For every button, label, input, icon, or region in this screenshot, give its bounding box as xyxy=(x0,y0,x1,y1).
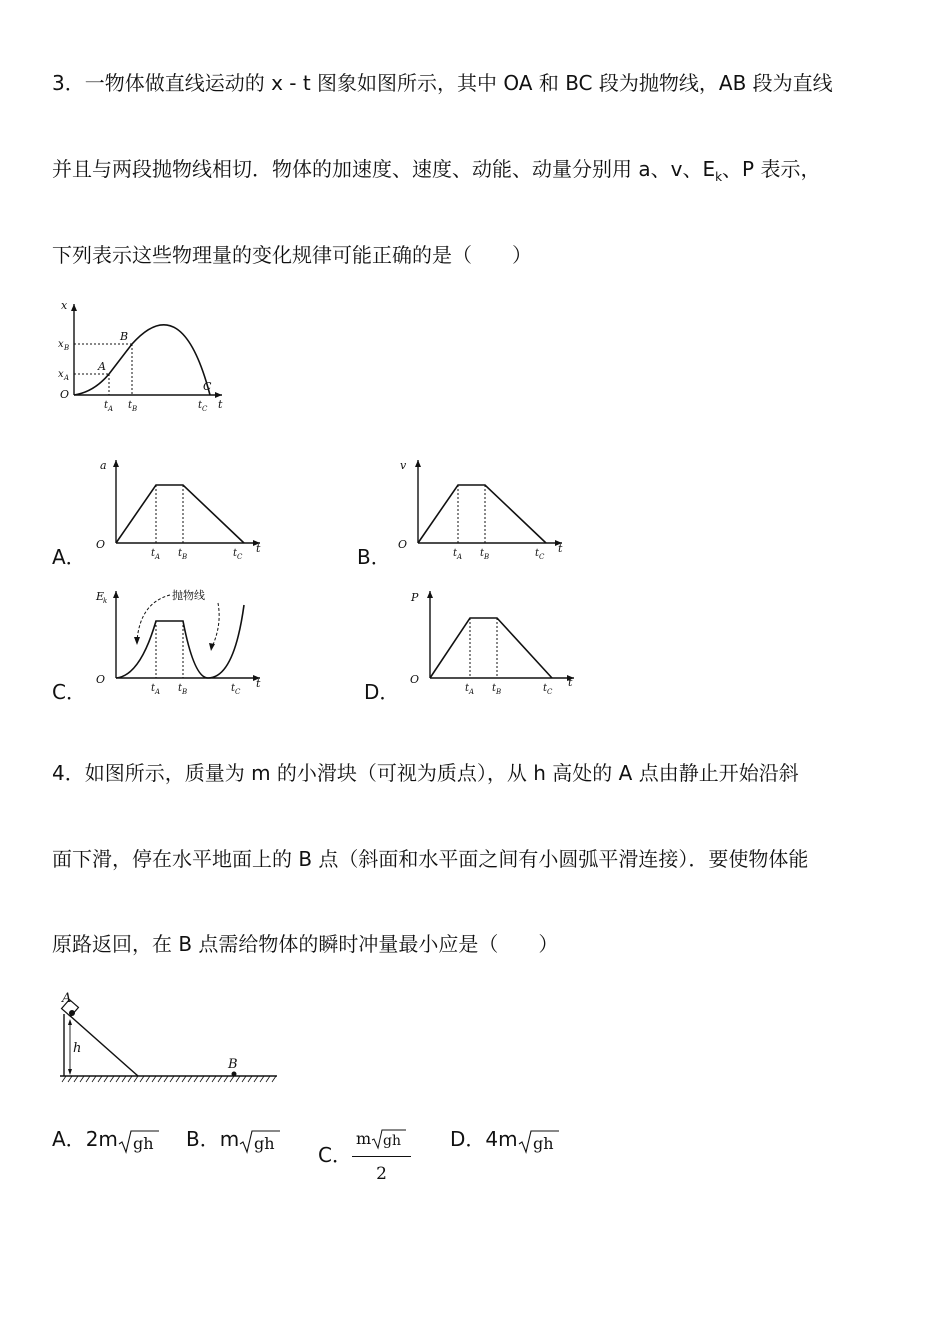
option-d-graph xyxy=(404,585,584,695)
option-d-label[interactable]: D． xyxy=(364,680,400,704)
main-ytick-xa: x xyxy=(58,369,64,380)
option-c-tick-ta-sub: A xyxy=(155,688,161,696)
option-a-tick-ta-sub: A xyxy=(155,553,161,561)
option-b-graph xyxy=(392,452,572,562)
answer-d-sqrt-icon xyxy=(518,1126,560,1156)
main-xtick-ta-sub: A xyxy=(108,405,114,413)
option-b-tick-tb-sub: B xyxy=(484,553,490,561)
incline-height-label: h xyxy=(73,1041,82,1056)
answer-c-fraction xyxy=(352,1124,411,1189)
option-c-annotation: 抛物线 xyxy=(172,589,205,602)
answer-a-radicand: gh xyxy=(132,1134,154,1153)
q3-line2-sub: k xyxy=(715,170,723,184)
option-a-tick-tc: t xyxy=(233,548,238,559)
option-d-tick-tb: t xyxy=(492,683,497,694)
q3-line2-post: 、P 表示， xyxy=(722,157,821,181)
option-b-tick-tc: t xyxy=(535,548,540,559)
option-a-tick-tc-sub: C xyxy=(237,553,243,561)
answer-c[interactable] xyxy=(318,1124,411,1189)
option-a-x-label: t xyxy=(256,542,261,555)
main-point-a: A xyxy=(98,360,106,373)
main-x-label: t xyxy=(218,398,223,411)
q4-incline-figure xyxy=(52,988,282,1088)
answer-c-label: C． xyxy=(318,1143,352,1167)
answer-d-label: D． xyxy=(450,1127,486,1151)
main-ytick-xb-sub: B xyxy=(64,344,70,352)
option-a-origin: O xyxy=(96,538,106,551)
option-b-tick-ta: t xyxy=(453,548,458,559)
option-c-y-label-sub: k xyxy=(103,597,108,605)
main-xtick-ta: t xyxy=(104,400,109,411)
main-xtick-tc-sub: C xyxy=(202,405,208,413)
q3-main-graph xyxy=(52,298,232,416)
option-d-tick-ta-sub: A xyxy=(469,688,475,696)
option-c-label[interactable]: C． xyxy=(52,680,86,704)
option-b-x-label: t xyxy=(558,542,563,555)
option-b-y-label: v xyxy=(400,459,407,472)
option-c-y-label: E xyxy=(96,590,105,603)
option-c-tick-ta: t xyxy=(151,683,156,694)
answer-b-sqrt-icon xyxy=(239,1126,281,1156)
option-d-tick-tb-sub: B xyxy=(496,688,502,696)
option-c-graph xyxy=(90,585,270,695)
answer-b[interactable] xyxy=(186,1124,281,1156)
option-d-tick-ta: t xyxy=(465,683,470,694)
option-a-tick-tb: t xyxy=(178,548,183,559)
option-b-origin: O xyxy=(398,538,408,551)
answer-a[interactable] xyxy=(52,1124,160,1156)
main-point-b: B xyxy=(120,330,129,343)
main-point-c: C xyxy=(203,380,212,393)
option-d-origin: O xyxy=(410,673,420,686)
main-xtick-tc: t xyxy=(198,400,203,411)
option-a-tick-ta: t xyxy=(151,548,156,559)
answer-a-coef: 2m xyxy=(85,1127,118,1151)
q4-line3: 原路返回，在 B 点需给物体的瞬时冲量最小应是（ ） xyxy=(52,932,559,956)
answer-d[interactable] xyxy=(450,1124,560,1156)
answer-b-label: B． xyxy=(186,1127,220,1151)
main-y-label: x xyxy=(61,299,68,312)
main-ytick-xa-sub: A xyxy=(64,374,70,382)
option-a-label[interactable]: A． xyxy=(52,545,86,569)
q4-line1: 4．如图所示，质量为 m 的小滑块（可视为质点），从 h 高处的 A 点由静止开始沿斜 xyxy=(52,761,799,785)
answer-d-radicand: gh xyxy=(532,1134,554,1153)
answer-d-coef: 4m xyxy=(485,1127,518,1151)
option-b-label[interactable]: B． xyxy=(357,545,391,569)
answer-a-label: A． xyxy=(52,1127,86,1151)
option-d-x-label: t xyxy=(568,676,573,689)
option-c-tick-tb: t xyxy=(178,683,183,694)
option-b-tick-ta-sub: A xyxy=(457,553,463,561)
answer-c-radicand: gh xyxy=(383,1133,402,1149)
option-b-tick-tb: t xyxy=(480,548,485,559)
option-d-y-label: P xyxy=(411,591,419,604)
option-b-tick-tc-sub: C xyxy=(539,553,545,561)
answer-c-coef: m xyxy=(355,1129,372,1148)
q3-line1: 3．一物体做直线运动的 x - t 图象如图所示，其中 OA 和 BC 段为抛物线，AB 段为直线 xyxy=(52,71,833,95)
incline-point-a: A xyxy=(62,991,72,1006)
option-d-tick-tc-sub: C xyxy=(547,688,553,696)
q3-line3: 下列表示这些物理量的变化规律可能正确的是（ ） xyxy=(52,243,532,267)
q4-line2: 面下滑，停在水平地面上的 B 点（斜面和水平面之间有小圆弧平滑连接）．要使物体能 xyxy=(52,847,809,871)
option-c-tick-tc: t xyxy=(231,683,236,694)
option-c-tick-tc-sub: C xyxy=(235,688,241,696)
q3-line2-pre: 并且与两段抛物线相切．物体的加速度、速度、动能、动量分别用 a、v、E xyxy=(52,157,716,181)
answer-c-denominator: 2 xyxy=(376,1164,387,1184)
main-xtick-tb: t xyxy=(128,400,133,411)
answer-b-coef: m xyxy=(219,1127,240,1151)
main-xtick-tb-sub: B xyxy=(132,405,138,413)
option-a-y-label: a xyxy=(100,459,107,472)
option-a-graph xyxy=(90,452,270,562)
answer-b-radicand: gh xyxy=(254,1134,275,1153)
answer-a-sqrt-icon xyxy=(118,1126,160,1156)
option-a-tick-tb-sub: B xyxy=(182,553,188,561)
q3-line2 xyxy=(52,156,820,190)
option-d-tick-tc: t xyxy=(543,683,548,694)
option-c-x-label: t xyxy=(256,677,261,690)
option-c-tick-tb-sub: B xyxy=(182,688,188,696)
main-ytick-xb: x xyxy=(58,339,64,350)
incline-point-b: B xyxy=(228,1057,238,1072)
option-c-origin: O xyxy=(96,673,106,686)
main-origin: O xyxy=(60,388,70,401)
